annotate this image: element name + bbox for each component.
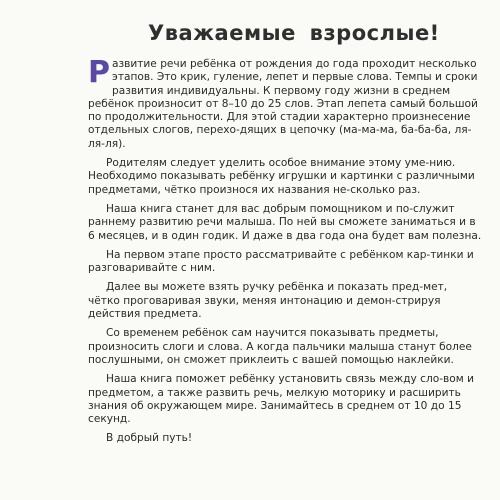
paragraph-text: азвитие речи ребёнка от рождения до года проходит несколько этапов. Это крик, гуление, лепет и первые слова. Темпы и сроки развития индивидуальны. К первому году жизни в среднем ребёнок произносит от 8–10 до 25 слов. Этап лепета самый большой по продолжительности. Для этой стадии характерно произнесение отдельных слогов, перехо-дящих в цепочку (ма-ма-ма, ба-ба-ба, ля-ля-ля). — [88, 58, 478, 150]
paragraph — [88, 203, 482, 243]
paragraph — [88, 373, 482, 426]
paragraph — [88, 157, 482, 197]
article-body — [88, 55, 482, 446]
paragraph — [88, 249, 482, 276]
drop-cap: Р — [88, 55, 110, 90]
paragraph-intro — [88, 55, 482, 151]
page-title: Уважаемые взрослые! — [148, 21, 440, 45]
paragraph-text: Наша книга станет для вас добрым помощником и по-служит раннему развитию речи малыша. По ней вы сможете заниматься и в 6 месяцев, и в один годик. И даже в два года она будет вам полезна. — [88, 202, 482, 242]
paragraph — [88, 281, 482, 321]
paragraph-text: Далее вы можете взять ручку ребёнка и показать пред-мет, чётко проговаривая звуки, меняя интонацию и демон-стрируя действия предмета. — [88, 281, 448, 321]
paragraph-text: Наша книга поможет ребёнку установить связь между сло-вом и предметом, а также развить речь, мелкую моторику и расширить знания об окружающем мире. Занимайтесь в среднем от 10 до 15 секунд. — [88, 373, 475, 426]
paragraph — [88, 327, 482, 367]
paragraph-text: Родителям следует уделить особое внимание этому уме-нию. Необходимо показывать ребёнку игрушки и картинки с различными предметами, чётко произнося их названия не-сколько раз. — [88, 157, 475, 196]
paragraph-text: Со временем ребёнок сам научится показывать предметы, произносить слоги и слова. А когда пальчики малыша станут более послушными, он сможет приклеить с вашей помощью наклейки. — [88, 327, 472, 366]
paragraph-text: В добрый путь! — [106, 432, 193, 445]
paragraph-text: На первом этапе просто рассматривайте с ребёнком кар-тинки и разговаривайте с ним. — [88, 248, 474, 275]
paragraph-closing — [88, 432, 482, 445]
